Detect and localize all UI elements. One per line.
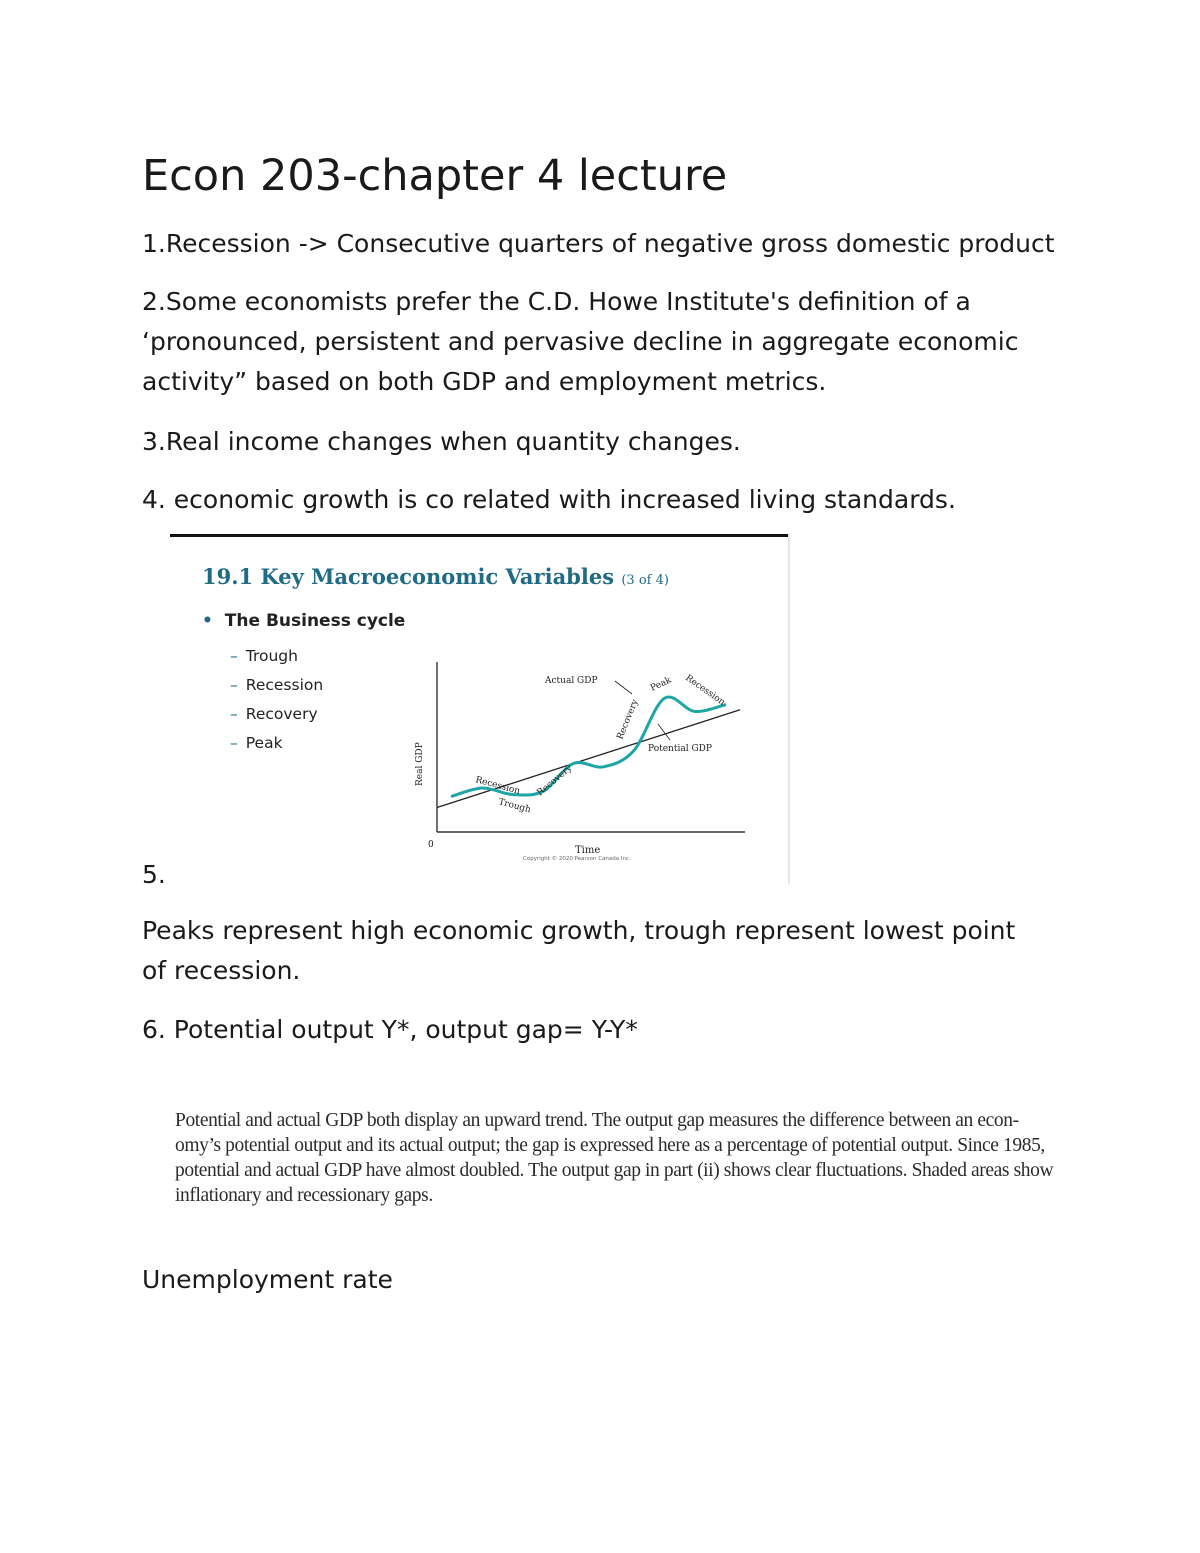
slide-top-rule xyxy=(170,534,790,537)
peaks-text-line-1: Peaks represent high economic growth, trough represent lowest point xyxy=(142,916,1016,945)
caption-line: potential and actual GDP have almost doubled. The output gap in part (ii) shows clear fluctuations. Shaded areas show xyxy=(175,1160,1054,1181)
annotation-recovery-left: Recovery xyxy=(535,763,575,799)
sub-item-label: Recovery xyxy=(245,705,318,723)
document-title: Econ 203-chapter 4 lecture xyxy=(142,151,728,201)
list-item-2-line-3: activity” based on both GDP and employment metrics. xyxy=(142,367,827,396)
sub-item-label: Peak xyxy=(245,734,283,752)
list-item-3: 3.Real income changes when quantity changes. xyxy=(142,427,741,456)
sub-item-recession xyxy=(230,671,323,700)
origin-label: 0 xyxy=(428,840,434,850)
annotation-recession-left: Recession xyxy=(474,775,522,797)
peaks-text-line-2: of recession. xyxy=(142,956,301,985)
caption-line: inflationary and recessionary gaps. xyxy=(175,1185,433,1206)
list-item-4: 4. economic growth is co related with increased living standards. xyxy=(142,485,956,514)
slide-right-edge xyxy=(788,534,790,884)
annotation-recession-right: Recession xyxy=(683,673,727,708)
sub-item-trough xyxy=(230,642,323,671)
figure-caption-image xyxy=(175,1108,1054,1208)
actual-gdp-arrow xyxy=(615,681,632,694)
dash-icon: – xyxy=(230,705,238,723)
caption-line: omy’s potential output and its actual output; the gap is expressed here as a percentage of potential output. Since 1985, xyxy=(175,1135,1045,1156)
bullet-dot-icon: • xyxy=(202,611,213,631)
slide-sub-list xyxy=(230,642,323,758)
y-axis-label: Real GDP xyxy=(415,742,425,786)
list-item-6: 6. Potential output Y*, output gap= Y-Y* xyxy=(142,1015,638,1044)
list-item-2-line-1: 2.Some economists prefer the C.D. Howe Institute's definition of a xyxy=(142,287,971,316)
slide-title-sub: (3 of 4) xyxy=(621,573,669,588)
series-potential-gdp-line xyxy=(437,710,740,808)
potential-gdp-arrow xyxy=(658,724,670,740)
annotation-trough: Trough xyxy=(497,797,532,816)
slide-title-text: 19.1 Key Macroeconomic Variables xyxy=(202,564,615,589)
business-cycle-chart xyxy=(400,654,760,869)
sub-item-label: Recession xyxy=(245,676,324,694)
sub-item-label: Trough xyxy=(245,647,298,665)
annotation-recovery-right: Recovery xyxy=(615,698,641,742)
unemployment-heading: Unemployment rate xyxy=(142,1265,393,1294)
slide-title xyxy=(202,564,669,589)
annotation-actual-gdp: Actual GDP xyxy=(545,676,598,686)
dash-icon: – xyxy=(230,647,238,665)
sub-item-recovery xyxy=(230,700,323,729)
list-item-1: 1.Recession -> Consecutive quarters of negative gross domestic product xyxy=(142,229,1055,258)
caption-line: Potential and actual GDP both display an upward trend. The output gap measures the difference between an econ- xyxy=(175,1110,1019,1131)
copyright-text: Copyright © 2020 Pearson Canada Inc. xyxy=(523,856,631,862)
embedded-slide-image xyxy=(170,534,790,884)
sub-item-peak xyxy=(230,729,323,758)
x-axis-label: Time xyxy=(575,845,601,856)
dash-icon: – xyxy=(230,676,238,694)
annotation-peak: Peak xyxy=(649,675,674,694)
slide-bullet-text: The Business cycle xyxy=(224,611,406,631)
list-item-5-label: 5. xyxy=(142,860,166,889)
dash-icon: – xyxy=(230,734,238,752)
list-item-2-line-2: ‘pronounced, persistent and pervasive decline in aggregate economic xyxy=(142,327,1019,356)
slide-bullet xyxy=(202,611,405,631)
annotation-potential-gdp: Potential GDP xyxy=(648,744,712,754)
